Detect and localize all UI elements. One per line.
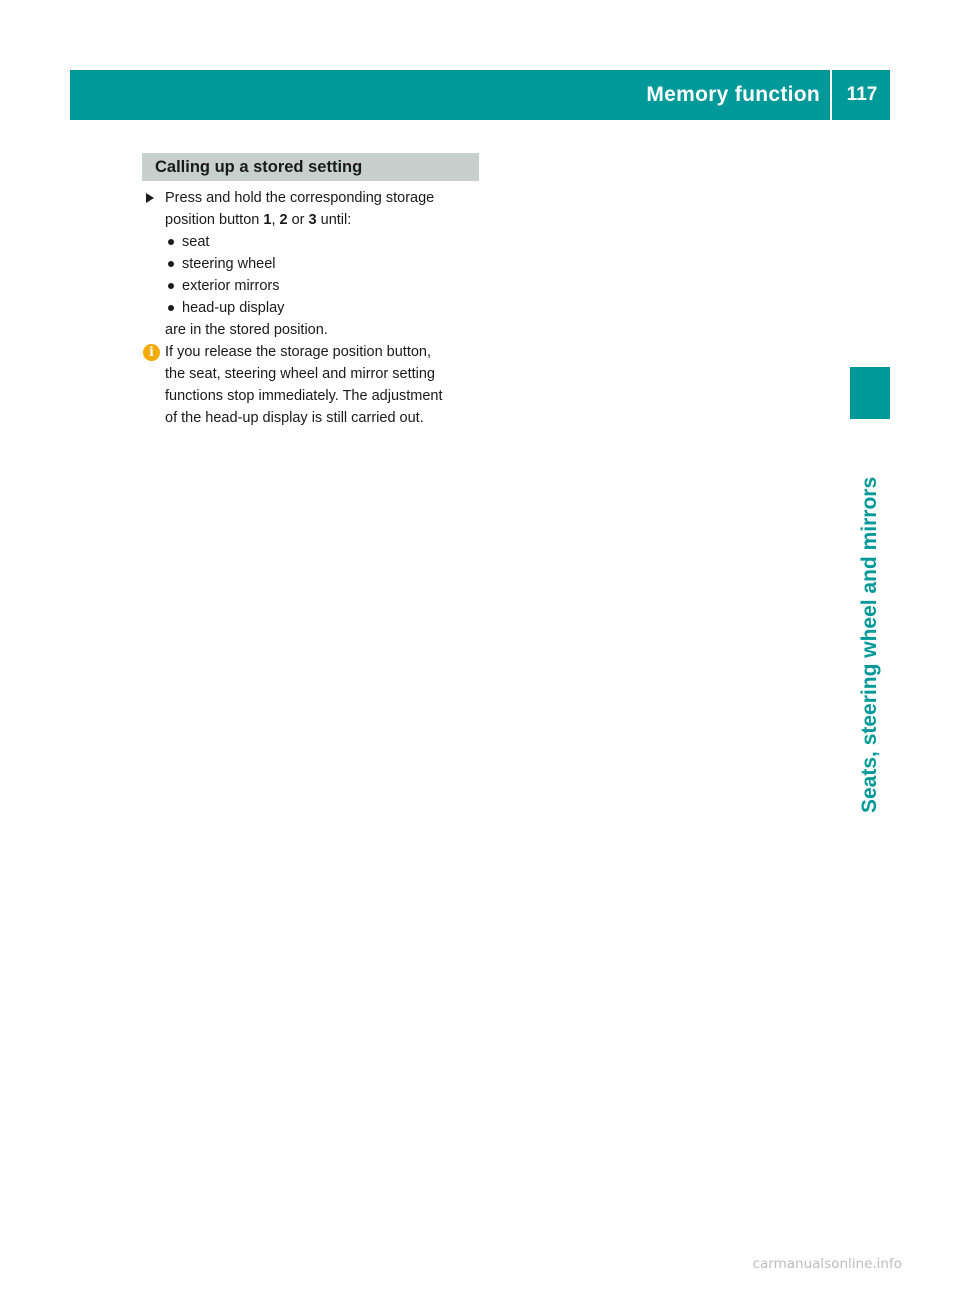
side-tab-label: Seats, steering wheel and mirrors <box>858 476 881 813</box>
side-tab-marker <box>850 367 890 419</box>
separator: , <box>271 212 280 228</box>
arrow-right-icon <box>146 193 154 203</box>
list-item-text: steering wheel <box>182 256 276 272</box>
note-line: of the head-up display is still carried out. <box>165 410 424 426</box>
instruction-text: position button <box>165 212 264 228</box>
list-item <box>165 253 481 275</box>
button-ref-1: 1 <box>263 212 272 228</box>
list-item <box>165 275 481 297</box>
instruction-step <box>144 187 481 231</box>
bullet-icon <box>168 305 174 311</box>
header-bar <box>70 70 890 120</box>
instruction-text: until: <box>316 212 352 228</box>
note-line: If you release the storage position button, <box>165 344 432 360</box>
page-number: 117 <box>846 84 878 105</box>
bullet-icon <box>168 283 174 289</box>
list-item <box>165 297 481 319</box>
result-text: are in the stored position. <box>165 322 328 338</box>
list-item <box>165 231 481 253</box>
section-heading: Calling up a stored setting <box>142 153 479 181</box>
chapter-title: Memory function <box>646 83 820 106</box>
button-ref-3: 3 <box>308 212 317 228</box>
header-divider <box>830 70 832 120</box>
bullet-icon <box>168 261 174 267</box>
note-line: functions stop immediately. The adjustment <box>165 388 443 404</box>
instruction-line-1: Press and hold the corresponding storage <box>165 190 435 206</box>
info-icon: i <box>143 344 160 361</box>
footer-watermark: carmanualsonline.info <box>752 1256 902 1272</box>
instruction-line-2 <box>165 209 481 231</box>
main-content <box>144 153 481 429</box>
bullet-list <box>144 231 481 319</box>
info-note <box>144 341 481 429</box>
button-ref-2: 2 <box>279 212 288 228</box>
list-item-text: seat <box>182 234 210 250</box>
list-item-text: head-up display <box>182 300 285 316</box>
bullet-icon <box>168 239 174 245</box>
note-line: the seat, steering wheel and mirror setting <box>165 366 435 382</box>
separator: or <box>287 212 309 228</box>
list-item-text: exterior mirrors <box>182 278 280 294</box>
